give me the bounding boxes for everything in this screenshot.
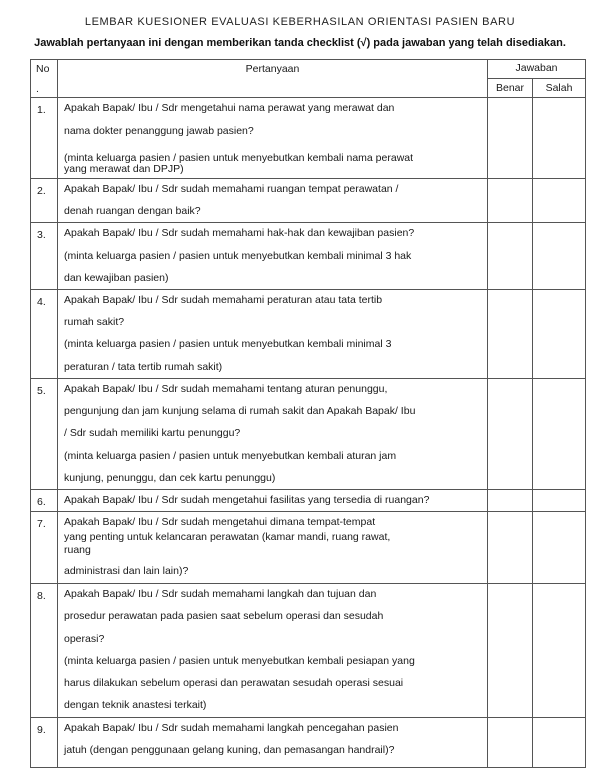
answer-true-cell[interactable] (488, 378, 533, 489)
table-row (31, 489, 586, 511)
question-text: prosedur perawatan pada pasien saat sebelum operasi dan sesudah (64, 610, 384, 623)
answer-false-cell[interactable] (533, 98, 586, 178)
answer-true-cell[interactable] (488, 717, 533, 767)
table-row (31, 717, 586, 767)
question-text: administrasi dan lain lain)? (64, 565, 189, 578)
question-text: jatuh (dengan penggunaan gelang kuning, dan pemasangan handrail)? (64, 743, 395, 756)
answer-false-cell[interactable] (533, 178, 586, 222)
question-cell (58, 290, 488, 379)
table-row (31, 290, 586, 379)
answer-true-cell[interactable] (488, 98, 533, 178)
question-cell (58, 489, 488, 511)
question-text: Apakah Bapak/ Ibu / Sdr sudah memahami langkah pencegahan pasien (64, 721, 399, 734)
answer-true-cell[interactable] (488, 489, 533, 511)
row-number: 6. (31, 489, 58, 511)
question-note: (minta keluarga pasien / pasien untuk menyebutkan kembali minimal 3 hak (64, 249, 412, 262)
answer-false-cell[interactable] (533, 512, 586, 584)
question-text: Apakah Bapak/ Ibu / Sdr sudah memahami peraturan atau tata tertib (64, 294, 383, 306)
answer-true-cell[interactable] (488, 223, 533, 290)
question-text: ruang (64, 544, 91, 557)
table-row (31, 378, 586, 489)
table-row (31, 178, 586, 222)
table-row (31, 98, 586, 178)
row-number: 9. (31, 717, 58, 767)
table-row (31, 512, 586, 584)
answer-true-cell[interactable] (488, 512, 533, 584)
question-note: (minta keluarga pasien / pasien untuk menyebutkan kembali nama perawat (64, 151, 414, 164)
document-title: LEMBAR KUESIONER EVALUASI KEBERHASILAN ORIENTASI PASIEN BARU (84, 16, 516, 28)
answer-false-cell[interactable] (533, 223, 586, 290)
question-note: (minta keluarga pasien / pasien untuk menyebutkan kembali minimal 3 (64, 338, 392, 351)
answer-true-cell[interactable] (488, 290, 533, 379)
question-note: dan kewajiban pasien) (64, 271, 169, 284)
question-note: dengan teknik anastesi terkait) (64, 699, 207, 712)
table-row (31, 223, 586, 290)
question-text: Apakah Bapak/ Ibu / Sdr sudah mengetahui dimana tempat-tempat (64, 516, 376, 529)
col-no-header (31, 60, 58, 98)
row-number: 2. (31, 178, 58, 222)
question-cell (58, 512, 488, 584)
answer-false-cell[interactable] (533, 489, 586, 511)
question-note: (minta keluarga pasien / pasien untuk menyebutkan kembali aturan jam (64, 449, 397, 462)
row-number: 3. (31, 223, 58, 290)
question-text: Apakah Bapak/ Ibu / Sdr sudah mengetahui fasilitas yang tersedia di ruangan? (64, 493, 430, 506)
answer-false-cell[interactable] (533, 290, 586, 379)
questionnaire-table (30, 59, 586, 768)
col-no-dot: . (36, 83, 39, 96)
question-cell (58, 98, 488, 178)
row-number: 7. (31, 512, 58, 584)
question-note: yang merawat dan DPJP) (64, 162, 184, 175)
instruction-text: Jawablah pertanyaan ini dengan memberikan tanda checklist (√) pada jawaban yang telah disediakan. (34, 37, 566, 49)
question-cell (58, 223, 488, 290)
question-cell (58, 717, 488, 767)
col-answer-header: Jawaban (488, 60, 586, 79)
row-number: 8. (31, 584, 58, 717)
table-row (31, 584, 586, 717)
row-number: 4. (31, 290, 58, 379)
question-cell (58, 178, 488, 222)
question-text: Apakah Bapak/ Ibu / Sdr sudah memahami langkah dan tujuan dan (64, 588, 377, 601)
question-text: nama dokter penanggung jawab pasien? (64, 124, 254, 137)
answer-false-cell[interactable] (533, 717, 586, 767)
question-note: peraturan / tata tertib rumah sakit) (64, 360, 223, 373)
question-note: harus dilakukan sebelum operasi dan perawatan sesudah operasi sesuai (64, 677, 404, 690)
question-cell (58, 584, 488, 717)
question-text: denah ruangan dengan baik? (64, 205, 201, 218)
answer-false-cell[interactable] (533, 584, 586, 717)
answer-false-cell[interactable] (533, 378, 586, 489)
question-text: operasi? (64, 632, 105, 645)
answer-true-cell[interactable] (488, 584, 533, 717)
question-text: pengunjung dan jam kunjung selama di rumah sakit dan Apakah Bapak/ Ibu (64, 405, 416, 418)
row-number: 5. (31, 378, 58, 489)
question-cell (58, 378, 488, 489)
header-row (31, 60, 586, 79)
question-text: Apakah Bapak/ Ibu / Sdr sudah memahami ruangan tempat perawatan / (64, 182, 399, 195)
col-no-label: No (36, 63, 50, 75)
question-text: Apakah Bapak/ Ibu / Sdr sudah memahami tentang aturan penunggu, (64, 382, 388, 395)
col-false-header: Salah (533, 78, 586, 98)
question-text: Apakah Bapak/ Ibu / Sdr sudah memahami hak-hak dan kewajiban pasien? (64, 227, 415, 240)
question-text: yang penting untuk kelancaran perawatan (kamar mandi, ruang rawat, (64, 531, 391, 544)
row-number: 1. (31, 98, 58, 178)
answer-true-cell[interactable] (488, 178, 533, 222)
question-note: (minta keluarga pasien / pasien untuk menyebutkan kembali pesiapan yang (64, 654, 415, 667)
col-question-header: Pertanyaan (58, 60, 488, 98)
question-text: / Sdr sudah memiliki kartu penunggu? (64, 427, 241, 440)
question-note: kunjung, penunggu, dan cek kartu penunggu) (64, 471, 276, 484)
col-true-header: Benar (488, 78, 533, 98)
question-text: rumah sakit? (64, 316, 125, 329)
question-text: Apakah Bapak/ Ibu / Sdr mengetahui nama perawat yang merawat dan (64, 102, 395, 115)
